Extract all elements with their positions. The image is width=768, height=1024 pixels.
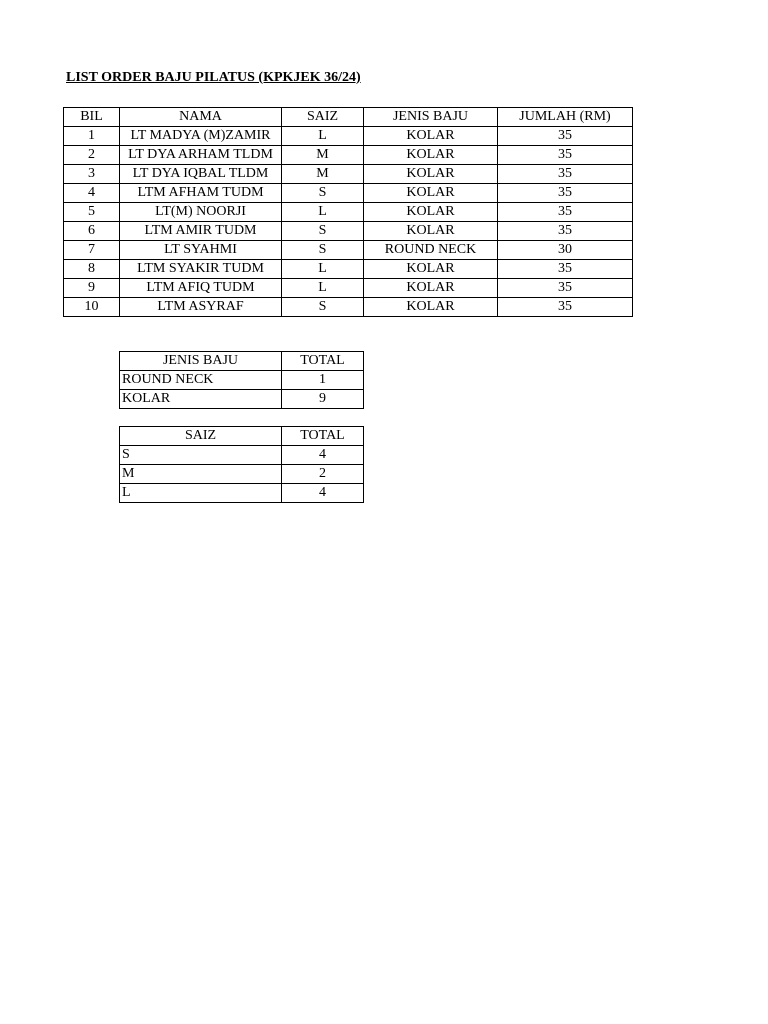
table-row (120, 484, 364, 503)
order-table (63, 107, 633, 317)
cell-saiz: L (282, 203, 364, 222)
header-total: TOTAL (282, 352, 364, 371)
cell-jenis-baju: KOLAR (364, 298, 498, 317)
cell-bil: 7 (64, 241, 120, 260)
table-row (64, 241, 633, 260)
cell-jenis-baju: KOLAR (364, 222, 498, 241)
cell-nama: LT(M) NOORJI (120, 203, 282, 222)
cell-jumlah: 30 (498, 241, 633, 260)
table-row (120, 371, 364, 390)
cell-nama: LT DYA ARHAM TLDM (120, 146, 282, 165)
cell-saiz: L (120, 484, 282, 503)
cell-saiz: S (120, 446, 282, 465)
table-row (120, 446, 364, 465)
table-row (64, 203, 633, 222)
cell-bil: 6 (64, 222, 120, 241)
cell-nama: LT SYAHMI (120, 241, 282, 260)
table-row (64, 184, 633, 203)
cell-nama: LTM ASYRAF (120, 298, 282, 317)
saiz-summary-header-row (120, 427, 364, 446)
cell-jumlah: 35 (498, 260, 633, 279)
header-nama: NAMA (120, 108, 282, 127)
cell-jenis-baju: KOLAR (364, 184, 498, 203)
cell-jumlah: 35 (498, 203, 633, 222)
jenis-summary-header-row (120, 352, 364, 371)
cell-total: 1 (282, 371, 364, 390)
table-row (64, 260, 633, 279)
cell-total: 2 (282, 465, 364, 484)
table-row (64, 298, 633, 317)
cell-jenis-baju: KOLAR (364, 203, 498, 222)
header-saiz: SAIZ (282, 108, 364, 127)
table-row (64, 165, 633, 184)
header-total: TOTAL (282, 427, 364, 446)
cell-jumlah: 35 (498, 222, 633, 241)
cell-saiz: S (282, 298, 364, 317)
table-row (64, 222, 633, 241)
cell-jumlah: 35 (498, 127, 633, 146)
header-bil: BIL (64, 108, 120, 127)
cell-jumlah: 35 (498, 146, 633, 165)
cell-nama: LTM SYAKIR TUDM (120, 260, 282, 279)
document-title: LIST ORDER BAJU PILATUS (KPKJEK 36/24) (66, 70, 361, 85)
table-row (120, 390, 364, 409)
cell-saiz: L (282, 260, 364, 279)
cell-jumlah: 35 (498, 298, 633, 317)
cell-saiz: L (282, 127, 364, 146)
cell-total: 4 (282, 446, 364, 465)
cell-bil: 1 (64, 127, 120, 146)
cell-saiz: M (120, 465, 282, 484)
cell-total: 4 (282, 484, 364, 503)
table-row (64, 127, 633, 146)
cell-jenis-baju: ROUND NECK (120, 371, 282, 390)
cell-jenis-baju: KOLAR (364, 127, 498, 146)
cell-nama: LT DYA IQBAL TLDM (120, 165, 282, 184)
table-row (64, 146, 633, 165)
cell-jumlah: 35 (498, 165, 633, 184)
table-row (64, 279, 633, 298)
cell-nama: LTM AMIR TUDM (120, 222, 282, 241)
cell-nama: LTM AFIQ TUDM (120, 279, 282, 298)
saiz-summary-table (119, 426, 364, 503)
cell-jenis-baju: KOLAR (120, 390, 282, 409)
cell-saiz: L (282, 279, 364, 298)
cell-bil: 5 (64, 203, 120, 222)
order-table-header-row (64, 108, 633, 127)
jenis-baju-summary-table (119, 351, 364, 409)
cell-bil: 10 (64, 298, 120, 317)
cell-jenis-baju: KOLAR (364, 165, 498, 184)
cell-nama: LT MADYA (M)ZAMIR (120, 127, 282, 146)
cell-saiz: S (282, 222, 364, 241)
cell-bil: 3 (64, 165, 120, 184)
cell-bil: 2 (64, 146, 120, 165)
cell-jenis-baju: ROUND NECK (364, 241, 498, 260)
cell-bil: 9 (64, 279, 120, 298)
cell-saiz: M (282, 146, 364, 165)
header-jumlah: JUMLAH (RM) (498, 108, 633, 127)
cell-saiz: S (282, 241, 364, 260)
cell-bil: 4 (64, 184, 120, 203)
header-jenis-baju: JENIS BAJU (364, 108, 498, 127)
cell-jumlah: 35 (498, 279, 633, 298)
cell-bil: 8 (64, 260, 120, 279)
cell-jenis-baju: KOLAR (364, 279, 498, 298)
cell-saiz: M (282, 165, 364, 184)
cell-saiz: S (282, 184, 364, 203)
cell-jenis-baju: KOLAR (364, 260, 498, 279)
header-saiz: SAIZ (120, 427, 282, 446)
header-jenis-baju: JENIS BAJU (120, 352, 282, 371)
cell-nama: LTM AFHAM TUDM (120, 184, 282, 203)
cell-total: 9 (282, 390, 364, 409)
cell-jumlah: 35 (498, 184, 633, 203)
cell-jenis-baju: KOLAR (364, 146, 498, 165)
table-row (120, 465, 364, 484)
